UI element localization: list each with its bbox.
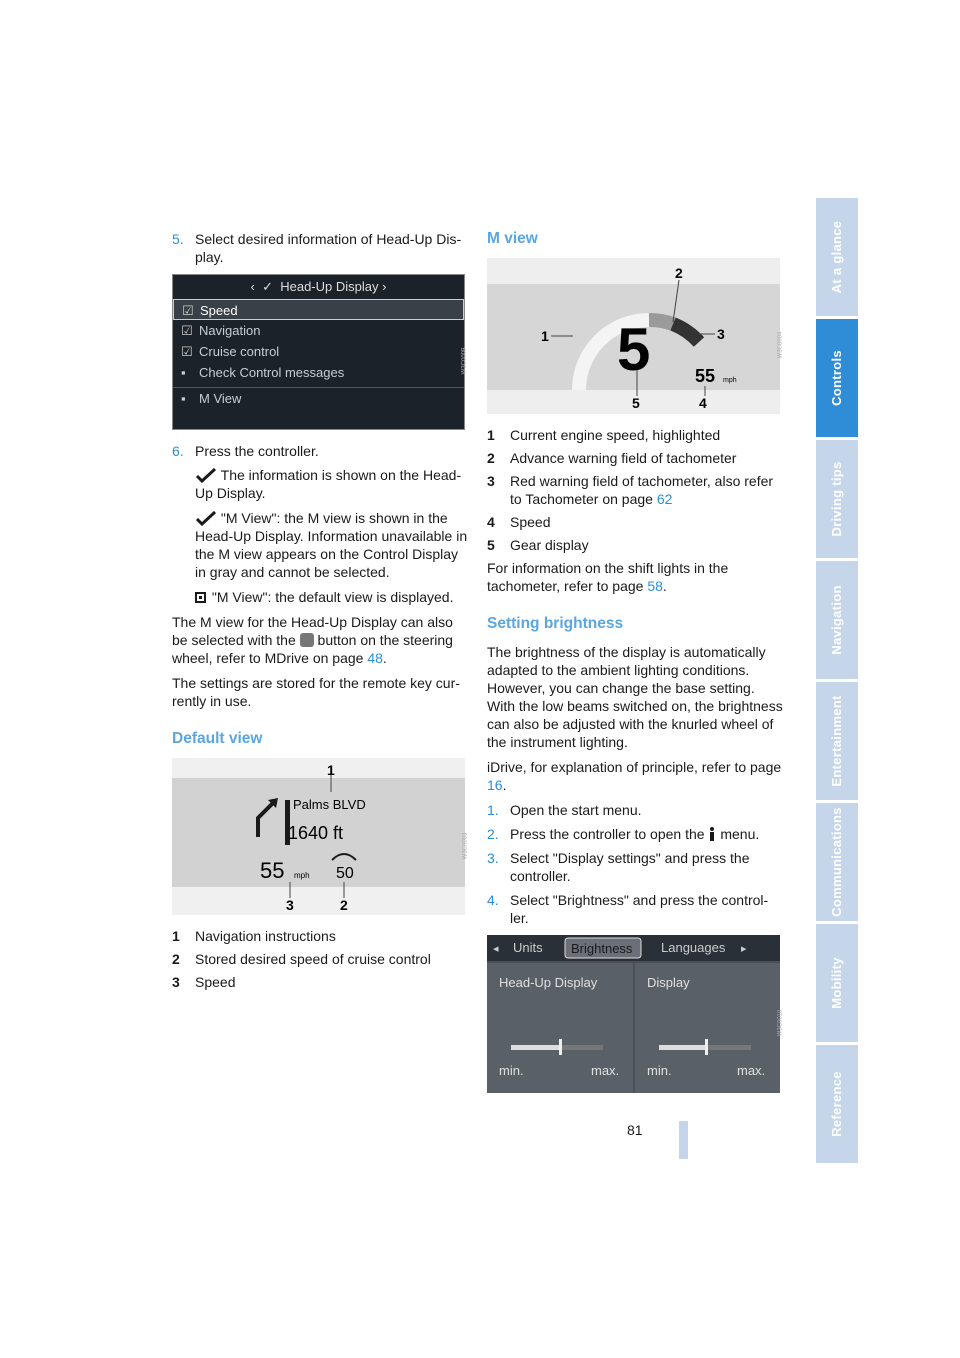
callout-1: 1 xyxy=(327,762,335,778)
hud-menu-figure xyxy=(172,274,468,430)
page-number: 81 xyxy=(627,1122,643,1138)
step-1: 1. Open the start menu. xyxy=(487,802,642,818)
callout-3: 3 xyxy=(717,326,725,342)
checkbox-icon: ▪ xyxy=(181,391,186,406)
brightness-illustration xyxy=(487,935,780,1093)
checkmark-icon xyxy=(195,511,217,525)
left-column xyxy=(172,230,468,996)
panel-hud: Head-Up Display xyxy=(499,975,598,990)
chevron-right-icon: ▸ xyxy=(741,943,747,955)
right-column xyxy=(487,230,783,1105)
legend-item: 3 Speed xyxy=(172,974,236,990)
callout-1: 1 xyxy=(541,328,549,344)
checkmark-icon xyxy=(195,468,217,482)
legend-item: 1 Navigation instructions xyxy=(172,928,336,944)
steering-button-icon xyxy=(300,633,314,647)
figure-code: W3C0004 xyxy=(777,331,784,359)
svg-text:min.: min. xyxy=(647,1063,672,1078)
menu-item-check-control: ▪ Check Control messages xyxy=(173,362,464,383)
callout-2: 2 xyxy=(340,897,348,913)
callout-3: 3 xyxy=(286,897,294,913)
step-5: 5. Select desired information of Head-Up Dis-play. xyxy=(172,231,462,265)
step-2: 2. Press the controller to open the menu. xyxy=(487,826,760,842)
tab-entertainment[interactable]: Entertainment xyxy=(816,682,858,800)
tab-units: Units xyxy=(513,940,543,955)
default-view-illustration xyxy=(172,758,465,915)
callout-4: 4 xyxy=(699,395,707,411)
tab-navigation[interactable]: Navigation xyxy=(816,561,858,679)
tab-controls[interactable]: Controls xyxy=(816,319,858,437)
speed: 55 xyxy=(260,858,285,883)
brightness-figure xyxy=(487,935,784,1093)
callout-5: 5 xyxy=(632,395,640,411)
figure-code: W3C0010 xyxy=(777,1009,784,1037)
mdrive-paragraph: The M view for the Head-Up Display can also be selected with the button on the steering wheel, refer to MDrive on page 48. xyxy=(172,614,453,666)
cruise-speed: 50 xyxy=(336,865,354,882)
legend-item: 4 Speed xyxy=(487,514,551,530)
svg-text:max.: max. xyxy=(737,1063,766,1078)
tab-at-a-glance[interactable]: At a glance xyxy=(816,198,858,316)
tab-communications[interactable]: Communications xyxy=(816,803,858,921)
chevron-left-icon: ◂ xyxy=(493,943,499,955)
m-view-illustration xyxy=(487,258,780,414)
figure-code: W3C0009 xyxy=(461,347,468,375)
checkmark-icon: ☑ xyxy=(181,344,193,359)
legend-item: 5 Gear display xyxy=(487,537,589,553)
checkbox-icon: ▪ xyxy=(181,365,186,380)
heading-default-view: Default view xyxy=(172,730,263,747)
gear: 5 xyxy=(617,316,651,383)
tab-reference[interactable]: Reference xyxy=(816,1045,858,1163)
page-bar xyxy=(679,1121,688,1159)
menu-item-cruise: ☑ Cruise control xyxy=(173,341,464,362)
menu-title: ‹ ✓ Head-Up Display › xyxy=(250,279,387,294)
heading-m-view: M view xyxy=(487,230,538,247)
brightness-paragraph: The brightness of the display is automatically adapted to the ambient lighting conditions. However, you can change the base setting. With the low beams switched on, the brightness can also be adjusted with the knurled wheel of the instrument lighting. xyxy=(487,644,783,750)
checkmark-icon: ☑ xyxy=(182,303,194,318)
street-name: Palms BLVD xyxy=(293,797,366,812)
step-6-sub-1: The information is shown on the Head-Up Display. xyxy=(195,467,462,501)
unit: mph xyxy=(294,871,310,880)
svg-text:min.: min. xyxy=(499,1063,524,1078)
heading-setting-brightness: Setting brightness xyxy=(487,615,624,632)
page-link-48[interactable]: 48 xyxy=(367,650,383,666)
menu-item-navigation: ☑ Navigation xyxy=(173,320,464,341)
callout-2: 2 xyxy=(675,265,683,281)
settings-paragraph: The settings are stored for the remote key cur-rently in use. xyxy=(172,675,460,709)
tab-languages: Languages xyxy=(661,940,726,955)
chapter-tabs xyxy=(816,198,858,1166)
step-3: 3. Select "Display settings" and press the controller. xyxy=(487,850,750,884)
step-6: 6. Press the controller. xyxy=(172,443,319,459)
page-link-62[interactable]: 62 xyxy=(656,491,673,507)
figure-code: W3C0003 xyxy=(462,832,469,859)
tab-brightness: Brightness xyxy=(571,941,633,956)
menu-item-speed: ☑ Speed xyxy=(173,299,464,320)
default-view-figure xyxy=(172,758,469,915)
shift-lights-paragraph: For information on the shift lights in the tachometer, refer to page 58. xyxy=(487,560,729,594)
legend-item: 1 Current engine speed, highlighted xyxy=(487,427,721,443)
idrive-paragraph: iDrive, for explanation of principle, refer to page 16. xyxy=(487,759,782,793)
step-6-sub-2: "M View": the M view is shown in the Head-Up Display. Information unavailable in the M view appears on the Control Display in gray and cannot be selected. xyxy=(195,510,468,580)
legend-item: 3 Red warning field of tachometer, also refer to Tachometer on page 62 xyxy=(487,473,774,507)
legend-item: 2 Advance warning field of tachometer xyxy=(487,450,737,466)
step-4: 4. Select "Brightness" and press the control-ler. xyxy=(487,892,769,926)
menu-item-m-view: ▪ M View xyxy=(173,387,464,408)
step-6-sub-3: "M View": the default view is displayed. xyxy=(172,588,468,606)
tab-mobility[interactable]: Mobility xyxy=(816,924,858,1042)
page-link-16[interactable]: 16 xyxy=(487,777,503,793)
distance: 1640 ft xyxy=(288,823,344,843)
tab-driving-tips[interactable]: Driving tips xyxy=(816,440,858,558)
panel-display: Display xyxy=(647,975,690,990)
legend-item: 2 Stored desired speed of cruise control xyxy=(172,951,431,967)
checkmark-icon: ☑ xyxy=(181,323,193,338)
page-link-58[interactable]: 58 xyxy=(647,578,663,594)
unit: mph xyxy=(723,377,737,384)
speed: 55 xyxy=(695,366,716,386)
checkbox-icon xyxy=(195,592,206,603)
info-icon xyxy=(708,827,716,841)
m-view-figure xyxy=(487,258,784,414)
svg-text:max.: max. xyxy=(591,1063,620,1078)
